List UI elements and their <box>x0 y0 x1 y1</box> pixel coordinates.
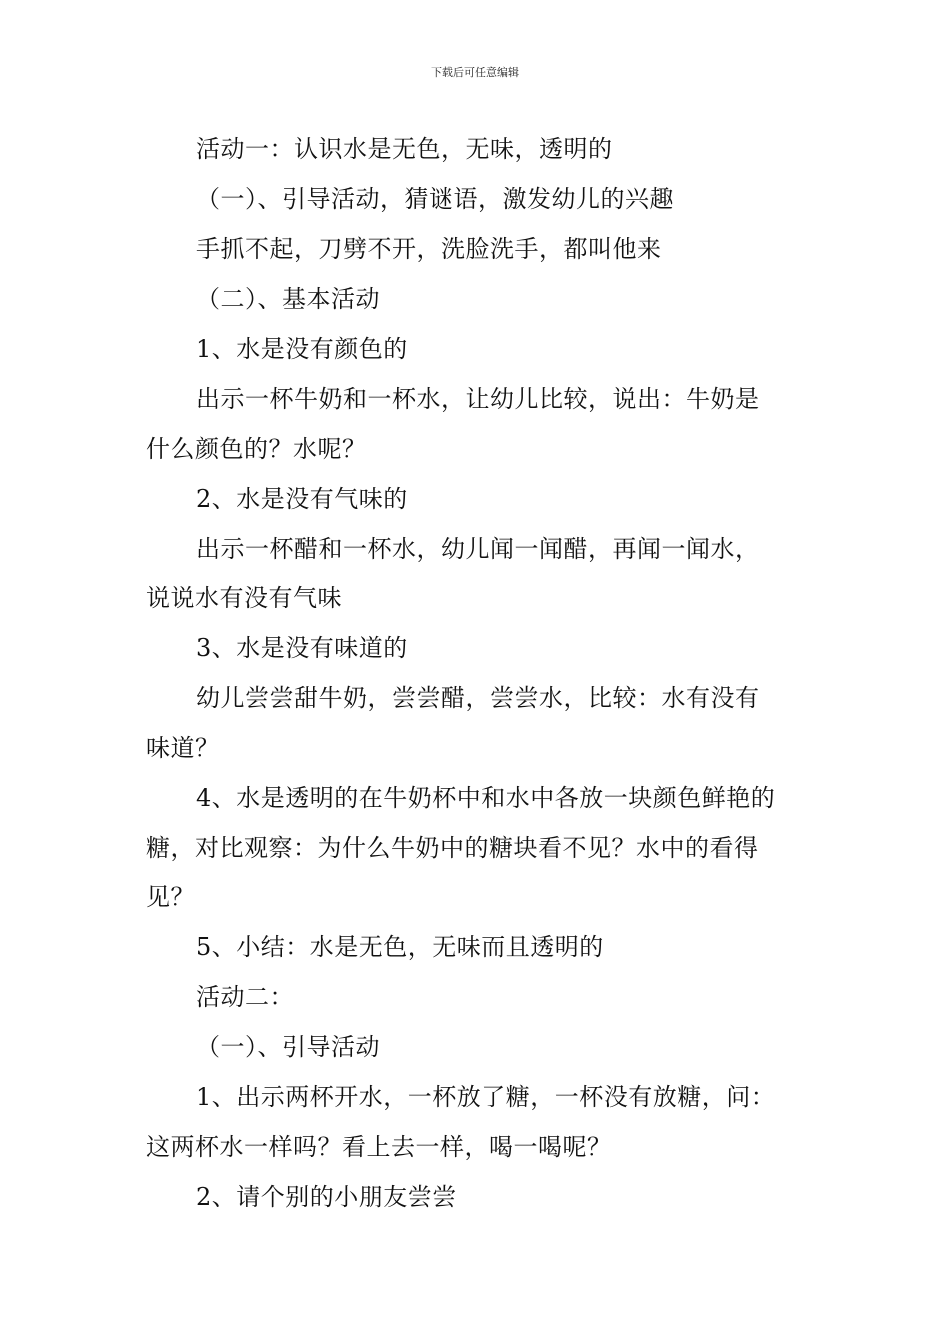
text-line: （一）、引导活动，猜谜语，激发幼儿的兴趣 <box>196 185 674 213</box>
text-line: （一）、引导活动 <box>196 1033 380 1061</box>
text-line: 3、水是没有味道的 <box>196 634 408 662</box>
text-line: 出示一杯牛奶和一杯水，让幼儿比较，说出：牛奶是 <box>196 385 760 413</box>
text-line: 味道？ <box>146 734 220 762</box>
text-line: 这两杯水一样吗？看上去一样，喝一喝呢？ <box>146 1133 612 1161</box>
text-line: 幼儿尝尝甜牛奶，尝尝醋，尝尝水，比较：水有没有 <box>196 684 760 712</box>
text-line: 1、水是没有颜色的 <box>196 335 408 363</box>
text-line: 2、水是没有气味的 <box>196 485 408 513</box>
text-line: 4、水是透明的在牛奶杯中和水中各放一块颜色鲜艳的 <box>196 784 776 812</box>
text-line: 什么颜色的？水呢？ <box>146 435 367 463</box>
text-line: 糖，对比观察：为什么牛奶中的糖块看不见？水中的看得 <box>146 834 759 862</box>
text-line: 出示一杯醋和一杯水，幼儿闻一闻醋，再闻一闻水， <box>196 535 760 563</box>
text-line: 1、出示两杯开水，一杯放了糖，一杯没有放糖，问： <box>196 1083 776 1111</box>
text-line: 活动二： <box>196 983 294 1011</box>
text-line: 5、小结：水是无色，无味而且透明的 <box>196 933 604 961</box>
text-line: 手抓不起，刀劈不开，洗脸洗手，都叫他来 <box>196 235 662 263</box>
page-header: 下载后可任意编辑 <box>431 66 519 79</box>
text-line: 见？ <box>146 883 195 911</box>
text-line: 说说水有没有气味 <box>146 584 342 612</box>
text-line: 2、请个别的小朋友尝尝 <box>196 1183 457 1211</box>
text-line: 活动一：认识水是无色，无味，透明的 <box>196 135 613 163</box>
text-line: （二）、基本活动 <box>196 285 380 313</box>
